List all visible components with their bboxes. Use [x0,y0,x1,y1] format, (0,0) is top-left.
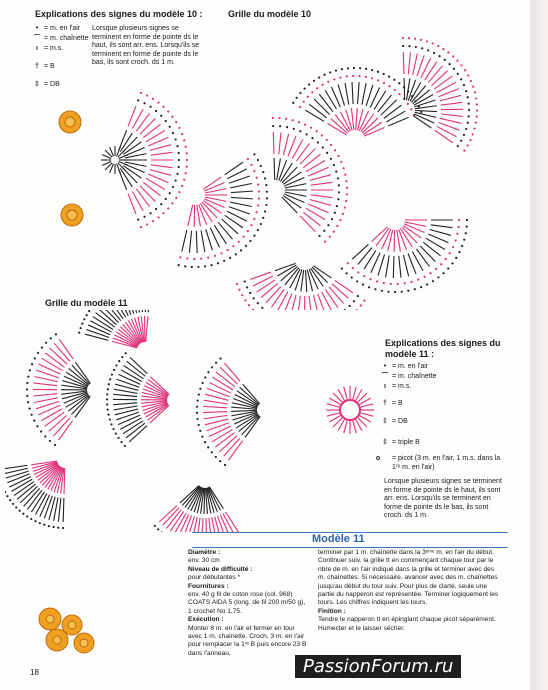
legend-10-row: ⌒ = m. chaînette [33,35,89,42]
note-10: Lorsque plusieurs signes se terminent en forme de pointe ds le haut, ils sont arr. ens. Lorsqu'ils se terminent en forme de pointe ds le bas, ils sont croch. ds 1 m. [92,25,200,67]
note-11: Lorsque plusieurs signes se terminent en forme de pointe ds le haut, ils sont arr. ens. Lorsqu'ils se terminent en forme de pointe ds le bas, ils sont croch. ds 1 m. [384,478,502,520]
grid-11-title: Grille du modèle 11 [45,298,128,308]
legend-10-row: † = B [35,63,55,70]
model-11-title: Modèle 11 [312,533,365,545]
finish-text: Tendre le napperon tt en épinglant chaque picot séparément. Humecter et le laisser sécher. [318,616,496,632]
legend-11-row: ı = m.s. [384,383,412,390]
crochet-chart-10 [75,20,505,310]
diameter-value: env. 30 cm [188,557,220,565]
model-11-title-bar [192,532,508,548]
legend-11-row: † = B [383,400,403,407]
legend-11 [375,362,508,472]
page-number: 18 [30,668,39,677]
diameter-heading: Diamètre : [188,549,221,556]
instructions-col-2 [318,549,500,633]
explanations-11-title: Explications des signes du modèle 11 : [385,338,501,359]
legend-11-row: ‡ = DB [383,418,408,425]
grid-10-title: Grille du modèle 10 [228,9,312,19]
supplies-text: env. 40 g fil de coton rose (col. 968) COATS AIDA 5 (long. de fil 200 m/50 g), 1 crochet No 1,75. [188,591,306,615]
legend-11-row: ⌒ = m. chaînette [381,373,437,380]
instructions-col-1 [188,549,308,658]
explanations-10-title: Explications des signes du modèle 10 : [35,9,203,19]
crochet-chart-11 [5,310,375,532]
level-heading: Niveau de difficulté : [188,565,253,573]
legend-11-row: ‡ = triple B [383,439,420,446]
watermark: PassionForum.ru [295,655,461,678]
legend-10-row: ı = m.s. [36,45,64,52]
execution-heading: Exécution : [188,616,224,624]
page-edge [530,0,548,690]
supplies-heading: Fournitures : [188,582,229,590]
instructions-body: terminer par 1 m. chaînette dans la 3ᵉᵐᵉ m. en l'air du début. Continuer suiv. la grille tt en commençant chaque tour par le nbre de m. en l'air indiqué dans la grille et terminer avec des m. chaînettes. Si nécessaire, avancer avec des m. chaînettes jusqu'au début du tour suiv. Pour plus de clarté, seule une partie du napperon est représentée. Terminer logiquement les tours. Les chiffres indiquent les tours. [318,549,499,607]
legend-10-row: ‡ = DB [35,81,60,88]
legend-11-row: • = m. en l'air [383,363,429,370]
execution-text: Monter 8 m. en l'air et fermer en tour avec 1 m. chaînette. Croch. 3 m. en l'air pour remplacer la 1ʳᵉ B puis encore 23 B dans l'anneau, [188,624,307,657]
roses-bouquet-icon [32,605,102,660]
level-value: pour débutantes * [188,574,241,582]
legend-11-row: o = picot (3 m. en l'air, 1 m.s. dans la 1ʳᵉ m. en l'air) [375,455,501,471]
finish-heading: Finition : [318,607,346,615]
legend-10-row: • = m. en l'air [35,25,81,32]
